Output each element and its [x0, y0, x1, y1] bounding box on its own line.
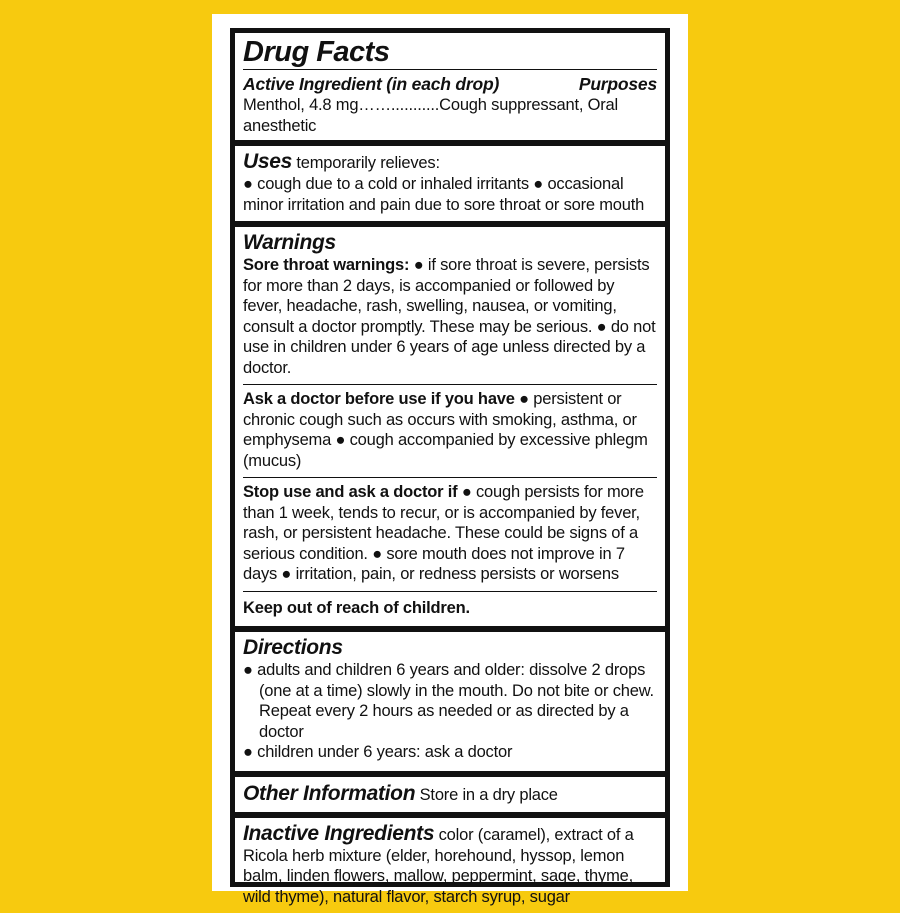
warnings-heading: Warnings — [243, 231, 657, 255]
uses-text: ● cough due to a cold or inhaled irritants ● occasional minor irritation and pain due to sore throat or sore mouth — [243, 174, 657, 215]
keep-out-text: Keep out of reach of children. — [243, 599, 470, 617]
other-information-section — [235, 771, 665, 812]
other-information-text: Store in a dry place — [420, 786, 558, 804]
drug-facts-panel — [230, 28, 670, 887]
active-ingredient-section — [235, 70, 665, 140]
inactive-ingredients-section — [235, 812, 665, 913]
sore-throat-warning — [243, 255, 657, 378]
directions-section — [235, 626, 665, 771]
ask-doctor-section — [235, 385, 665, 477]
drug-facts-header — [235, 33, 665, 69]
drug-facts-label — [212, 14, 688, 891]
ask-doctor-label: Ask a doctor before use if you have — [243, 390, 515, 408]
purposes-heading: Purposes — [579, 73, 657, 95]
inactive-ingredients-heading: Inactive Ingredients — [243, 822, 434, 845]
inactive-ingredients-text: color (caramel), extract of a Ricola herb mixture (elder, horehound, hyssop, lemon balm, linden flowers, mallow, peppermint, sage, thyme, wild thyme), natural flavor, starch syrup, sugar — [243, 826, 634, 906]
ask-doctor-text: ● persistent or chronic cough such as occurs with smoking, asthma, or emphysema ● cough accompanied by excessive phlegm (mucus) — [243, 390, 648, 470]
active-ingredient-line: Menthol, 4.8 mg……...........Cough suppressant, Oral anesthetic — [243, 95, 657, 136]
sore-throat-label: Sore throat warnings: — [243, 256, 409, 274]
uses-heading: Uses — [243, 150, 292, 173]
directions-heading: Directions — [243, 636, 657, 660]
directions-item: ● children under 6 years: ask a doctor — [243, 742, 657, 763]
drug-facts-title: Drug Facts — [243, 35, 657, 69]
sore-throat-text: ● if sore throat is severe, persists for more than 2 days, is accompanied or followed by fever, headache, rash, swelling, nausea, or vomiting, consult a doctor promptly. These may be serious. ● do not use in children under 6 years of age unless directed by a doctor. — [243, 256, 656, 377]
stop-use-label: Stop use and ask a doctor if — [243, 483, 457, 501]
active-ingredient-heading: Active Ingredient (in each drop) — [243, 73, 499, 95]
stop-use-section — [235, 478, 665, 591]
uses-intro: temporarily relieves: — [296, 154, 439, 172]
uses-section — [235, 140, 665, 221]
directions-item: ● adults and children 6 years and older: dissolve 2 drops (one at a time) slowly in the mouth. Do not bite or chew. Repeat every 2 hours as needed or as directed by a doctor — [243, 660, 657, 742]
stop-use-text: ● cough persists for more than 1 week, tends to recur, or is accompanied by fever, rash, or persistent headache. These could be signs of a serious condition. ● sore mouth does not improve in 7 days ● irritation, pain, or redness persists or worsens — [243, 483, 644, 583]
warnings-section — [235, 221, 665, 384]
other-information-heading: Other Information — [243, 782, 415, 805]
keep-out-section — [235, 592, 665, 627]
